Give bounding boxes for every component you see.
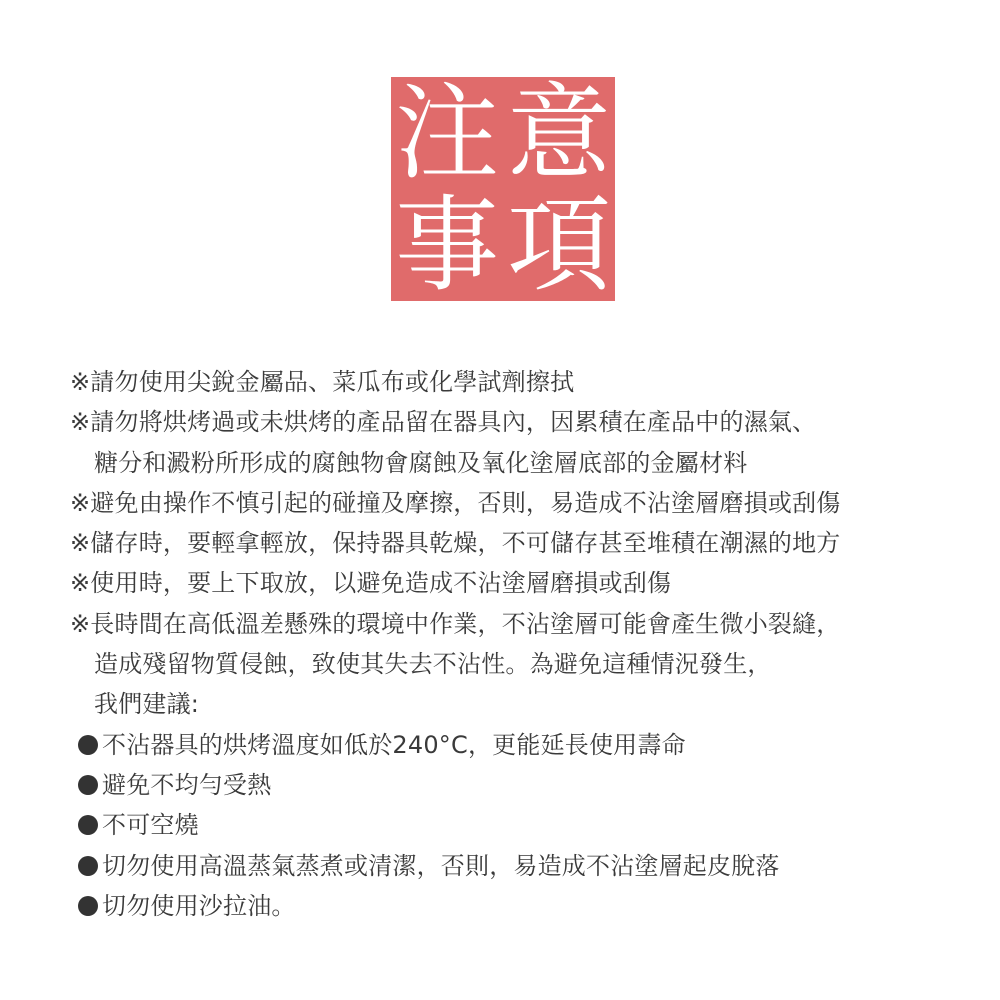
title-block bbox=[391, 72, 615, 306]
note-line: ※請勿使用尖銳金屬品、菜瓜布或化學試劑擦拭 bbox=[70, 368, 575, 396]
note-line: ※長時間在高低溫差懸殊的環境中作業，不沾塗層可能會產生微小裂縫， bbox=[70, 609, 841, 638]
bullet-text: 切勿使用高溫蒸氣蒸煮或清潔，否則，易造成不沾塗層起皮脫落 bbox=[102, 851, 780, 880]
bullet-item bbox=[70, 725, 970, 765]
bullet-item bbox=[70, 886, 970, 926]
title-char: 事 bbox=[394, 184, 499, 306]
bullet-text: 不沾器具的烘烤溫度如低於240°C，更能延長使用壽命 bbox=[102, 730, 686, 759]
bullet-dot-icon bbox=[78, 735, 98, 755]
title-char: 注 bbox=[394, 72, 499, 194]
note-line-continued: 糖分和澱粉所形成的腐蝕物會腐蝕及氧化塗層底部的金屬材料 bbox=[94, 448, 748, 477]
note-line: ※避免由操作不慎引起的碰撞及摩擦，否則，易造成不沾塗層磨損或刮傷 bbox=[70, 488, 841, 517]
note-line: ※使用時，要上下取放，以避免造成不沾塗層磨損或刮傷 bbox=[70, 569, 672, 598]
bullet-item bbox=[70, 805, 970, 845]
note-line-continued: 我們建議: bbox=[94, 690, 200, 719]
bullet-dot-icon bbox=[78, 896, 98, 916]
bullet-text: 避免不均勻受熱 bbox=[102, 770, 272, 799]
bullet-text: 切勿使用沙拉油。 bbox=[102, 891, 296, 920]
note-line-continued: 造成殘留物質侵蝕，致使其失去不沾性。為避免這種情況發生， bbox=[94, 650, 772, 679]
bullet-text: 不可空燒 bbox=[102, 811, 199, 840]
note-line: ※儲存時，要輕拿輕放，保持器具乾燥，不可儲存甚至堆積在潮濕的地方 bbox=[70, 529, 841, 558]
title-char: 項 bbox=[506, 184, 611, 306]
bullet-dot-icon bbox=[78, 815, 98, 835]
notes-list bbox=[70, 362, 970, 926]
title-char: 意 bbox=[506, 72, 611, 194]
bullet-item bbox=[70, 765, 970, 805]
bullet-dot-icon bbox=[78, 856, 98, 876]
bullet-item bbox=[70, 846, 970, 886]
bullet-dot-icon bbox=[78, 775, 98, 795]
note-line: ※請勿將烘烤過或未烘烤的產品留在器具內，因累積在產品中的濕氣、 bbox=[70, 408, 817, 437]
